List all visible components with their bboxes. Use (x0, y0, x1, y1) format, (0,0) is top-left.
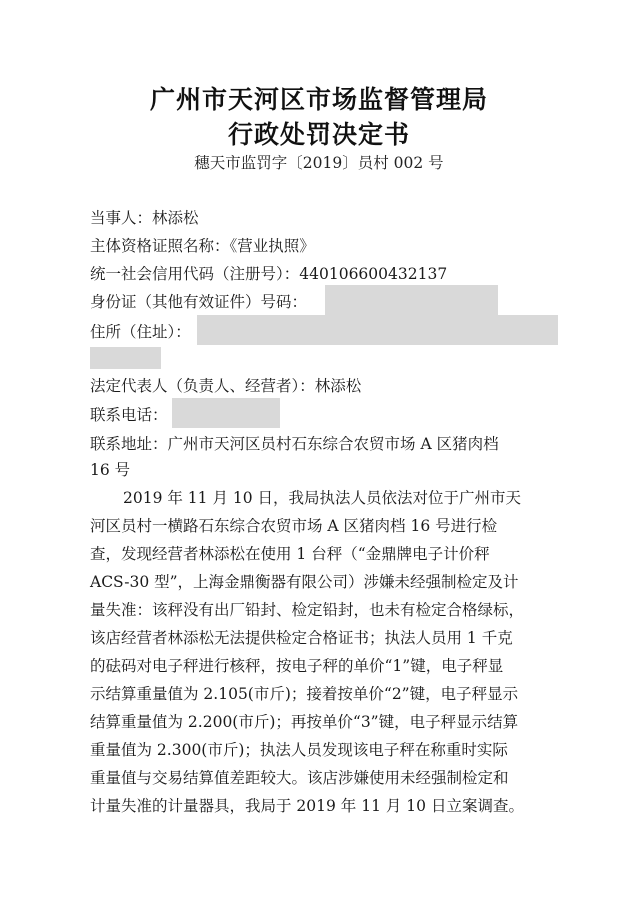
id-line (90, 292, 307, 312)
address-redaction-2 (90, 347, 161, 369)
phone-redaction (172, 398, 280, 428)
doc-type-title: 行政处罚决定书 (227, 120, 410, 149)
license-line (90, 236, 315, 256)
party-line (90, 208, 199, 228)
contact-value-line1: 广州市天河区员村石东综合农贸市场 A 区猪肉档 (167, 435, 499, 453)
body-line-7: 的砝码对电子秤进行核秤，按电子秤的单价“1”键，电子秤显 (90, 657, 504, 675)
party-label: 当事人： (90, 209, 153, 227)
phone-label: 联系电话： (90, 406, 168, 424)
address-redaction-1 (197, 315, 558, 345)
license-label: 主体资格证照名称： (90, 237, 230, 255)
contact-line (90, 434, 499, 454)
body-line-2: 河区员村一横路石东综合农贸市场 A 区猪肉档 16 号进行检 (90, 517, 498, 535)
body-line-10: 重量值为 2.300(市斤)；执法人员发现该电子秤在称重时实际 (90, 741, 508, 759)
body-line-4: ACS-30 型”，上海金鼎衡器有限公司）涉嫌未经强制检定及计 (90, 573, 519, 591)
body-line-8: 示结算重量值为 2.105(市斤)；接着按单价“2”键，电子秤显示 (90, 685, 519, 703)
address-line (90, 322, 191, 342)
address-label: 住所（住址）： (90, 323, 191, 341)
id-label: 身份证（其他有效证件）号码： (90, 293, 308, 311)
credit-line (90, 264, 447, 284)
org-title: 广州市天河区市场监督管理局 (149, 85, 488, 114)
body-line-6: 该店经营者林添松无法提供检定合格证书；执法人员用 1 千克 (90, 629, 513, 647)
body-line-3: 查，发现经营者林添松在使用 1 台秤（“金鼎牌电子计价秤 (90, 545, 490, 563)
body-line-5: 量失准：该秤没有出厂铅封、检定铅封，也未有检定合格绿标， (90, 601, 525, 619)
body-line-11: 重量值与交易结算值差距较大。该店涉嫌使用未经强制检定和 (90, 769, 509, 787)
license-value: 《营业执照》 (229, 237, 315, 255)
body-line-1: 2019 年 11 月 10 日，我局执法人员依法对位于广州市天 (123, 489, 522, 507)
rep-label: 法定代表人（负责人、经营者）： (90, 377, 315, 395)
party-value: 林添松 (152, 209, 199, 227)
rep-line (90, 376, 361, 396)
rep-value: 林添松 (314, 377, 362, 395)
id-redaction (325, 285, 498, 315)
contact-value-line2: 16 号 (90, 461, 131, 479)
contact-line-2 (90, 460, 130, 480)
credit-value: 440106600432137 (299, 265, 448, 283)
credit-label: 统一社会信用代码（注册号）： (90, 265, 300, 283)
body-line-9: 结算重量值为 2.200(市斤)；再按单价“3”键，电子秤显示结算 (90, 713, 519, 731)
contact-label: 联系地址： (90, 435, 168, 453)
doc-number: 穗天市监罚字〔2019〕员村 002 号 (194, 154, 444, 172)
body-line-12: 计量失准的计量器具，我局于 2019 年 11 月 10 日立案调查。 (90, 797, 524, 815)
phone-line (90, 405, 168, 425)
